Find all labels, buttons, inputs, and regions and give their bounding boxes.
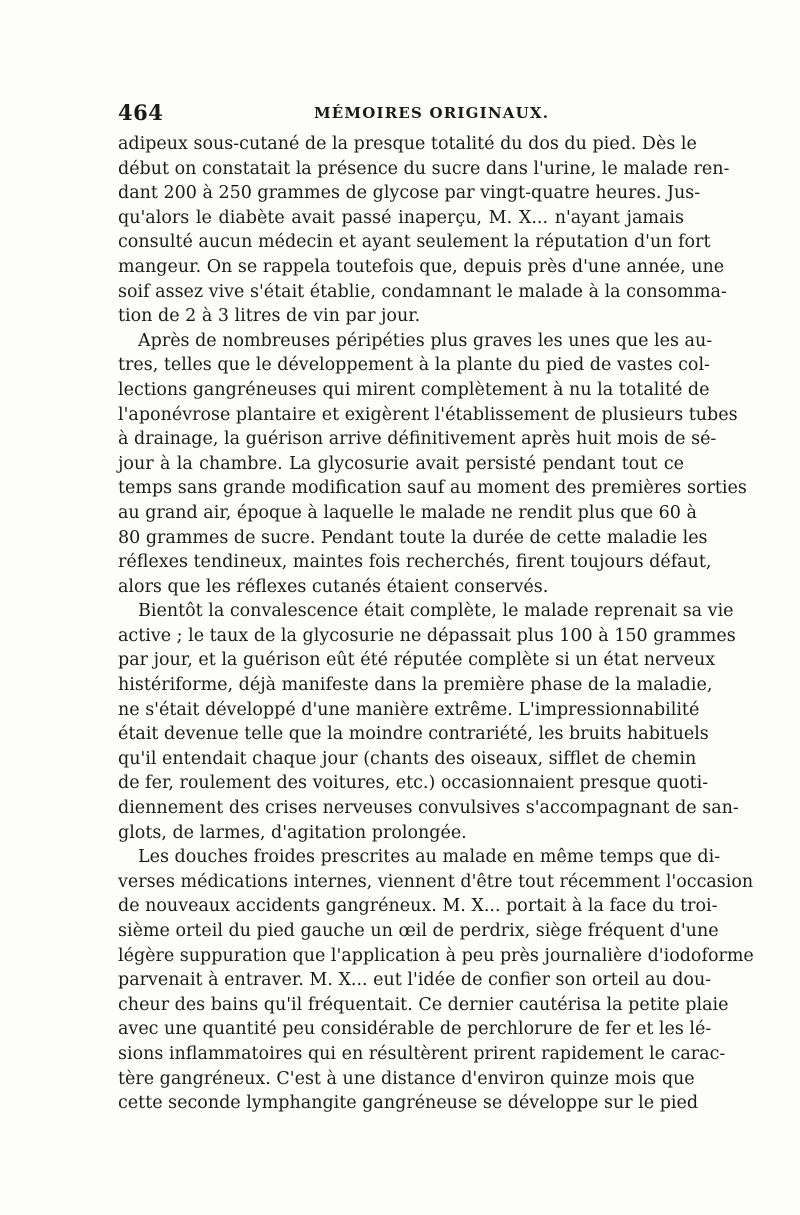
text-line: de fer, roulement des voitures, etc.) occasionnaient presque quoti- (118, 773, 709, 794)
text-line: parvenait à entraver. M. X... eut l'idée de confier son orteil au dou- (118, 970, 712, 991)
text-line: par jour, et la guérison eût été réputée complète si un état nerveux (118, 650, 716, 671)
text-line: verses médications internes, viennent d'être tout récemment l'occasion (118, 871, 754, 892)
text-line: ne s'était développé d'une manière extrême. L'impressionnabilité (118, 699, 700, 720)
text-line: Les douches froides prescrites au malade en même temps que di- (138, 847, 721, 868)
page-number: 464 (118, 100, 164, 125)
text-line: active ; le taux de la glycosurie ne dépassait plus 100 à 150 grammes (118, 625, 736, 646)
text-line: à drainage, la guérison arrive définitivement après huit mois de sé- (118, 429, 717, 450)
text-line: avec une quantité peu considérable de perchlorure de fer et les lé- (118, 1019, 712, 1040)
text-line: jour à la chambre. La glycosurie avait persisté pendant tout ce (118, 453, 684, 474)
body-text (118, 132, 754, 1116)
text-line: de nouveaux accidents gangréneux. M. X... portait à la face du troi- (118, 896, 718, 917)
text-line: temps sans grande modification sauf au moment des premières sorties (118, 478, 747, 499)
text-line: dant 200 à 250 grammes de glycose par vingt-quatre heures. Jus- (118, 183, 701, 204)
text-line: qu'il entendait chaque jour (chants des oiseaux, sifflet de chemin (118, 748, 697, 769)
text-line: début on constatait la présence du sucre dans l'urine, le malade ren- (118, 158, 730, 179)
text-line: adipeux sous-cutané de la presque totalité du dos du pied. Dès le (118, 134, 697, 154)
page-header (118, 100, 682, 130)
text-line: histériforme, déjà manifeste dans la première phase de la maladie, (118, 675, 713, 696)
text-line: Bientôt la convalescence était complète, le malade reprenait sa vie (138, 601, 734, 622)
text-line: sième orteil du pied gauche un œil de perdrix, siège fréquent d'une (118, 921, 719, 941)
text-line: tion de 2 à 3 litres de vin par jour. (118, 306, 421, 327)
text-line: consulté aucun médecin et ayant seulement la réputation d'un fort (118, 232, 711, 253)
text-line: cette seconde lymphangite gangréneuse se développe sur le pied (118, 1093, 699, 1114)
text-line: soif assez vive s'était établie, condamnant le malade à la consomma- (118, 281, 727, 302)
text-line: qu'alors le diabète avait passé inaperçu, M. X... n'ayant jamais (118, 207, 684, 228)
text-line: sions inflammatoires qui en résultèrent prirent rapidement le carac- (118, 1043, 726, 1064)
text-line: diennement des crises nerveuses convulsives s'accompagnant de san- (118, 798, 739, 819)
text-line: 80 grammes de sucre. Pendant toute la durée de cette maladie les (118, 527, 708, 548)
text-line: était devenue telle que la moindre contrariété, les bruits habituels (118, 724, 709, 745)
text-line: tère gangréneux. C'est à une distance d'environ quinze mois que (118, 1068, 695, 1089)
text-line: cheur des bains qu'il fréquentait. Ce dernier cautérisa la petite plaie (118, 994, 729, 1015)
text-line: mangeur. On se rappela toutefois que, depuis près d'une année, une (118, 256, 725, 277)
running-head: MÉMOIRES ORIGINAUX. (314, 104, 550, 122)
text-line: lections gangréneuses qui mirent complètement à nu la totalité de (118, 379, 710, 400)
text-line: alors que les réflexes cutanés étaient conservés. (118, 576, 549, 597)
text-line: l'aponévrose plantaire et exigèrent l'établissement de plusieurs tubes (118, 404, 738, 425)
text-line: au grand air, époque à laquelle le malade ne rendit plus que 60 à (118, 502, 697, 523)
text-line: Après de nombreuses péripéties plus graves les unes que les au- (138, 330, 713, 351)
text-line: glots, de larmes, d'agitation prolongée. (118, 822, 467, 843)
text-line: réflexes tendineux, maintes fois recherchés, firent toujours défaut, (118, 552, 712, 573)
text-line: légère suppuration que l'application à peu près journalière d'iodoforme (118, 945, 754, 966)
text-line: tres, telles que le développement à la plante du pied de vastes col- (118, 355, 710, 376)
